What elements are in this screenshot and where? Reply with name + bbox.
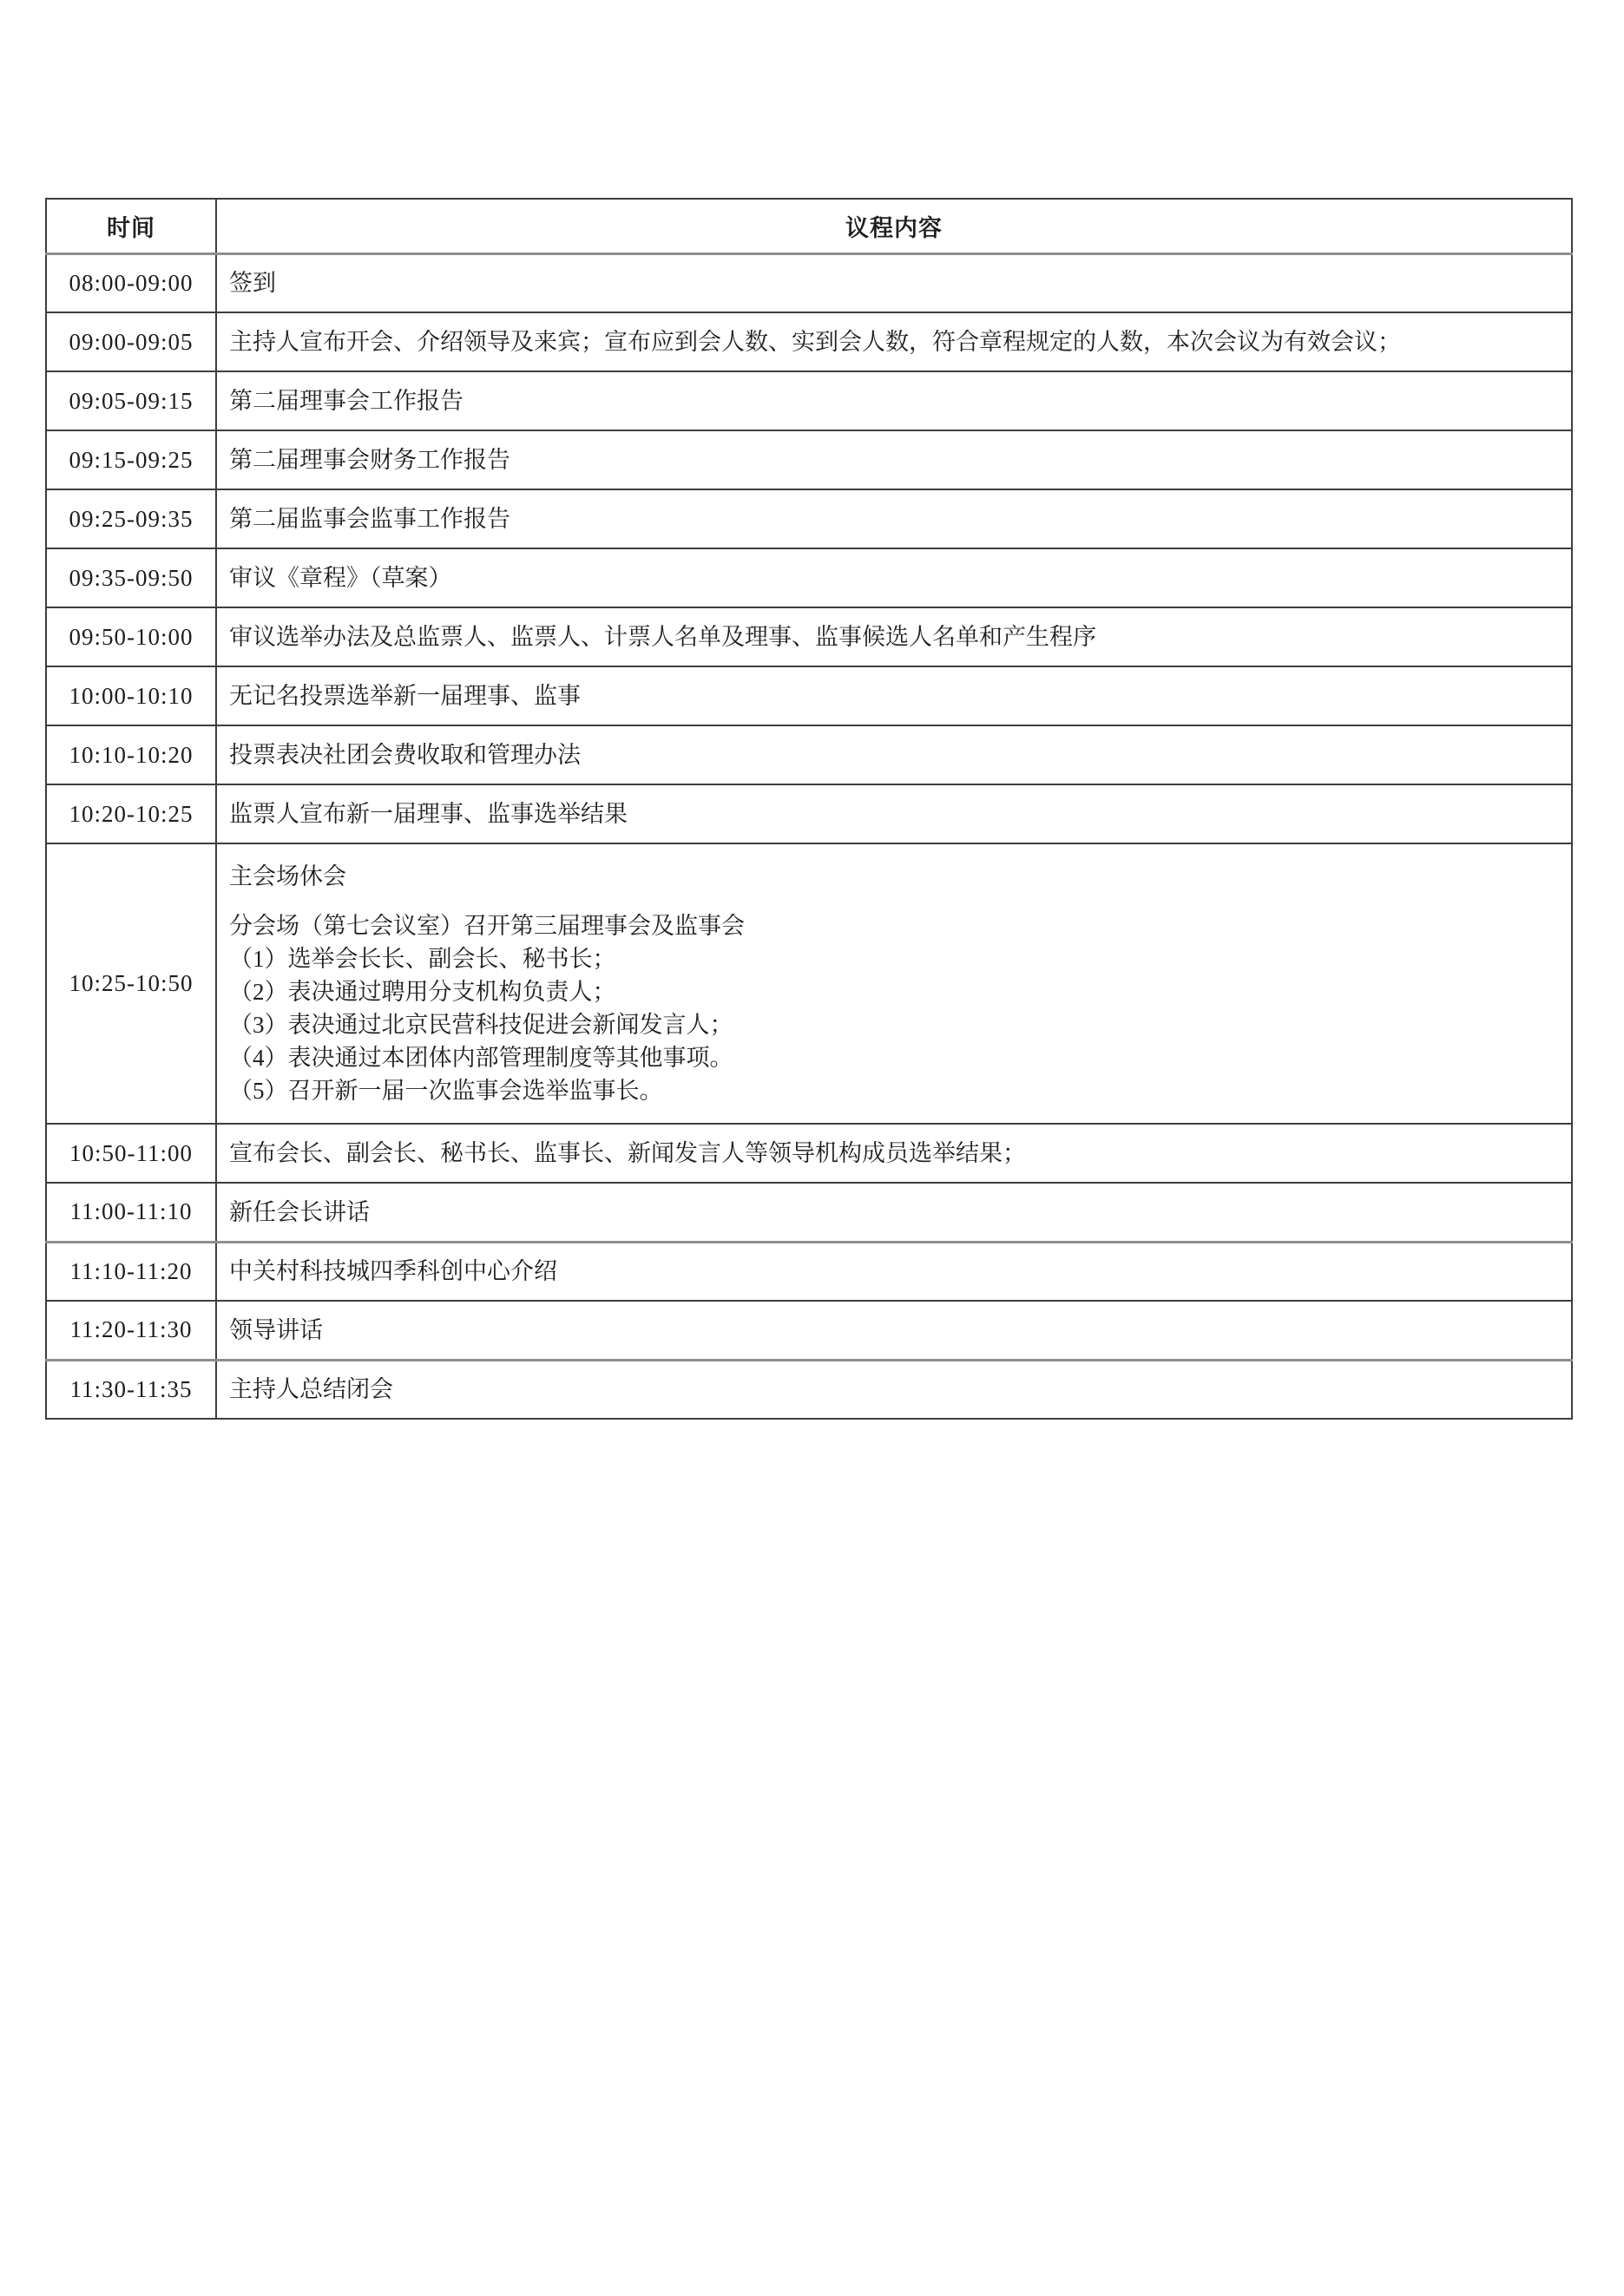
table-row — [46, 548, 1572, 607]
time-cell: 09:50-10:00 — [46, 607, 216, 666]
time-cell: 09:15-09:25 — [46, 430, 216, 489]
table-row — [46, 253, 1572, 312]
content-cell: 第二届监事会监事工作报告 — [216, 489, 1572, 548]
time-cell: 10:00-10:10 — [46, 666, 216, 725]
content-cell: 第二届理事会工作报告 — [216, 371, 1572, 430]
table-row — [46, 1124, 1572, 1183]
table-row — [46, 371, 1572, 430]
content-cell — [216, 843, 1572, 1124]
content-cell: 主持人宣布开会、介绍领导及来宾；宣布应到会人数、实到会人数，符合章程规定的人数，本次会议为有效会议； — [216, 312, 1572, 371]
table-header-row — [46, 199, 1572, 253]
content-cell: 无记名投票选举新一届理事、监事 — [216, 666, 1572, 725]
content-cell: 审议选举办法及总监票人、监票人、计票人名单及理事、监事候选人名单和产生程序 — [216, 607, 1572, 666]
content-line: 分会场（第七会议室）召开第三届理事会及监事会 — [229, 913, 745, 939]
table-row — [46, 607, 1572, 666]
content-cell: 主持人总结闭会 — [216, 1360, 1572, 1419]
agenda-table — [45, 198, 1573, 1420]
content-line: 主会场休会 — [229, 863, 346, 889]
content-cell: 监票人宣布新一届理事、监事选举结果 — [216, 784, 1572, 843]
table-row — [46, 843, 1572, 1124]
table-row — [46, 725, 1572, 784]
time-cell: 10:50-11:00 — [46, 1124, 216, 1183]
time-cell: 08:00-09:00 — [46, 253, 216, 312]
time-cell: 11:00-11:10 — [46, 1183, 216, 1242]
time-cell: 11:30-11:35 — [46, 1360, 216, 1419]
content-cell: 投票表决社团会费收取和管理办法 — [216, 725, 1572, 784]
content-cell: 审议《章程》（草案） — [216, 548, 1572, 607]
time-cell: 09:05-09:15 — [46, 371, 216, 430]
content-line: （4）表决通过本团体内部管理制度等其他事项。 — [229, 1045, 733, 1071]
table-row — [46, 312, 1572, 371]
table-row — [46, 666, 1572, 725]
content-line: （3）表决通过北京民营科技促进会新闻发言人； — [229, 1012, 733, 1038]
content-line: （5）召开新一届一次监事会选举监事长。 — [229, 1078, 663, 1104]
agenda-table-body — [46, 253, 1572, 1419]
content-column-header: 议程内容 — [216, 199, 1572, 253]
table-row — [46, 1242, 1572, 1301]
content-cell: 第二届理事会财务工作报告 — [216, 430, 1572, 489]
table-row — [46, 1183, 1572, 1242]
content-line: （1）选举会长长、副会长、秘书长； — [229, 946, 616, 972]
content-cell: 领导讲话 — [216, 1301, 1572, 1360]
time-cell: 09:25-09:35 — [46, 489, 216, 548]
table-row — [46, 489, 1572, 548]
table-row — [46, 430, 1572, 489]
time-cell: 09:00-09:05 — [46, 312, 216, 371]
time-cell: 09:35-09:50 — [46, 548, 216, 607]
table-row — [46, 1301, 1572, 1360]
content-line: （2）表决通过聘用分支机构负责人； — [229, 979, 616, 1005]
time-cell: 10:10-10:20 — [46, 725, 216, 784]
time-cell: 11:10-11:20 — [46, 1242, 216, 1301]
content-cell: 中关村科技城四季科创中心介绍 — [216, 1242, 1572, 1301]
table-row — [46, 1360, 1572, 1419]
table-row — [46, 784, 1572, 843]
content-cell: 宣布会长、副会长、秘书长、监事长、新闻发言人等领导机构成员选举结果； — [216, 1124, 1572, 1183]
time-cell: 10:20-10:25 — [46, 784, 216, 843]
content-cell: 签到 — [216, 253, 1572, 312]
time-cell: 11:20-11:30 — [46, 1301, 216, 1360]
content-cell: 新任会长讲话 — [216, 1183, 1572, 1242]
time-column-header: 时间 — [46, 199, 216, 253]
time-cell: 10:25-10:50 — [46, 843, 216, 1124]
